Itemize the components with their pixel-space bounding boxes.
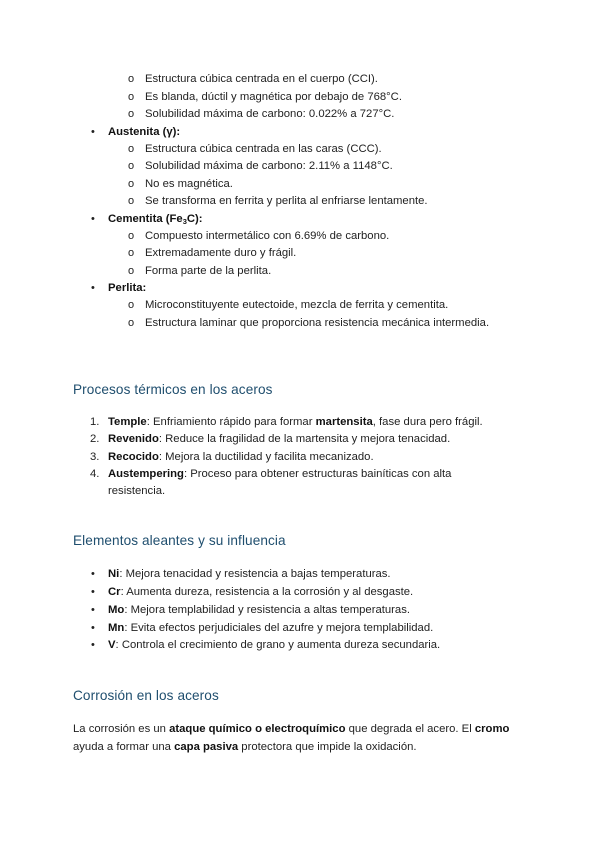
aleante-cr: Cr: Aumenta dureza, resistencia a la corrosión y al desgaste. [108,586,414,598]
ferrita-item-1: Estructura cúbica centrada en el cuerpo (CCI). [145,73,378,85]
aleante-mo: Mo: Mejora templabilidad y resistencia a altas temperaturas. [108,604,411,616]
proceso-item-austempering: Austempering: Proceso para obtener estructuras bainíticas con alta [108,468,452,480]
ferrita-item-3: Solubilidad máxima de carbono: 0.022% a 727°C. [145,108,395,120]
bullet-marker: • [91,604,95,616]
bullet-marker: • [91,213,95,225]
sub-bullet-marker: o [128,108,135,120]
sub-bullet-marker: o [128,317,135,329]
list-number: 3. [90,451,100,463]
perlita-item-2: Estructura laminar que proporciona resistencia mecánica intermedia. [145,317,490,329]
austenita-label: Austenita (γ): [108,126,181,138]
cementita-label: Cementita $(Fe_3C)$: [108,213,203,226]
sub-bullet-marker: o [128,178,135,190]
bullet-marker: • [91,282,95,294]
ferrita-item-2: Es blanda, dúctil y magnética por debajo de 768°C. [145,91,402,103]
cementita-item-2: Extremadamente duro y frágil. [145,247,297,259]
aleante-v: V: Controla el crecimiento de grano y aumenta dureza secundaria. [108,639,441,651]
cementita-item-1: Compuesto intermetálico con 6.69% de carbono. [145,230,390,242]
proceso-item-austempering-cont: resistencia. [108,485,166,497]
proceso-item-temple: Temple: Enfriamiento rápido para formar martensita, fase dura pero frágil. [108,416,483,428]
list-number: 4. [90,468,100,480]
bullet-marker: • [91,586,95,598]
perlita-label: Perlita: [108,282,147,294]
sub-bullet-marker: o [128,195,135,207]
perlita-item-1: Microconstituyente eutectoide, mezcla de ferrita y cementita. [145,299,449,311]
aleantes-heading: Elementos aleantes y su influencia [73,533,286,548]
aleante-mn: Mn: Evita efectos perjudiciales del azufre y mejora templabilidad. [108,622,434,634]
procesos-heading: Procesos térmicos en los aceros [73,382,273,397]
sub-bullet-marker: o [128,299,135,311]
list-number: 1. [90,416,100,428]
corrosion-paragraph-line-2: ayuda a formar una capa pasiva protectora que impide la oxidación. [73,741,417,753]
aleante-ni: Ni: Mejora tenacidad y resistencia a bajas temperaturas. [108,568,391,580]
sub-bullet-marker: o [128,73,135,85]
sub-bullet-marker: o [128,230,135,242]
bullet-marker: • [91,639,95,651]
bullet-marker: • [91,568,95,580]
bullet-marker: • [91,126,95,138]
cementita-item-3: Forma parte de la perlita. [145,265,272,277]
austenita-item-4: Se transforma en ferrita y perlita al enfriarse lentamente. [145,195,428,207]
sub-bullet-marker: o [128,91,135,103]
corrosion-heading: Corrosión en los aceros [73,688,219,703]
sub-bullet-marker: o [128,247,135,259]
sub-bullet-marker: o [128,265,135,277]
corrosion-paragraph-line-1: La corrosión es un ataque químico o electroquímico que degrada el acero. El cromo [73,723,510,735]
bullet-marker: • [91,622,95,634]
austenita-item-1: Estructura cúbica centrada en las caras (CCC). [145,143,382,155]
sub-bullet-marker: o [128,160,135,172]
list-number: 2. [90,433,100,445]
sub-bullet-marker: o [128,143,135,155]
proceso-item-revenido: Revenido: Reduce la fragilidad de la martensita y mejora tenacidad. [108,433,451,445]
proceso-item-recocido: Recocido: Mejora la ductilidad y facilita mecanizado. [108,451,374,463]
austenita-item-2: Solubilidad máxima de carbono: 2.11% a 1148°C. [145,160,393,172]
austenita-item-3: No es magnética. [145,178,233,190]
